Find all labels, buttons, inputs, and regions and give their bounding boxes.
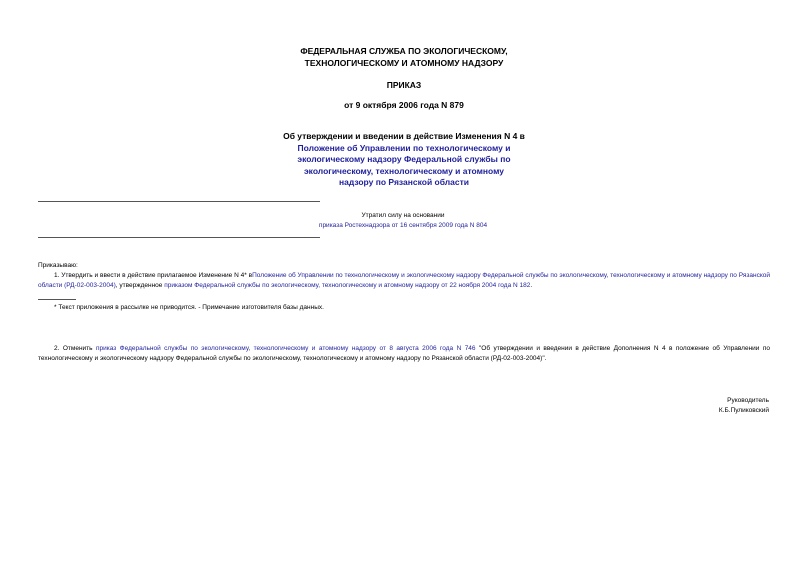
document-title [190,131,618,189]
divider-bottom [38,237,320,238]
item1-regulation-link[interactable]: Положение об Управлении по технологическому и экологическому надзору Федеральной службы по экологическому, технологическому и атомному надзору по Рязанской области (РД-02-003-2004) [38,272,770,289]
item1-prefix: 1. Утвердить и ввести в действие прилагаемое Изменение N 4* в [54,272,253,279]
divider-top [38,201,320,202]
order-item-1 [38,271,770,291]
footnote: * Текст приложения в рассылке не приводится. - Примечание изготовителя базы данных. [54,304,324,311]
title-link-line-1[interactable]: Положение об Управлении по технологическому и [297,142,511,153]
item2-rest: "Об утверждении и введении в действие Дополнения N 4 в положение об Управлении по технологическому и экологическому надзору Федеральной службы по экологическому, технологическому и атомному надзору по Рязанской области (РД-02-003-2004)". [38,345,770,362]
item2-prefix: 2. Отменить [54,345,93,352]
footnote-divider [38,299,76,300]
order-intro: Приказываю: [38,262,78,269]
title-link-line-3[interactable]: экологическому, технологическому и атомному [303,165,505,176]
item2-order-link[interactable]: приказ Федеральной службы по экологическому, технологическому и атомному надзору от 8 августа 2006 года N 746 [95,345,476,352]
void-basis-link[interactable]: приказа Ростехнадзора от 16 сентября 2009 года N 804 [318,222,488,229]
document-date: от 9 октября 2006 года N 879 [344,100,464,110]
void-status-label: Утратил силу на основании [361,212,445,219]
authority-line-1: ФЕДЕРАЛЬНАЯ СЛУЖБА ПО ЭКОЛОГИЧЕСКОМУ, [300,46,508,56]
item1-middle: , утвержденное [115,282,163,289]
title-prefix: Об утверждении и введении в действие Изменения N 4 в [283,131,525,141]
title-link-line-2[interactable]: экологическому надзору Федеральной службы по [297,154,511,164]
item1-end: . [530,282,533,289]
issuing-authority [190,46,618,69]
authority-line-2: ТЕХНОЛОГИЧЕСКОМУ И АТОМНОМУ НАДЗОРУ [304,57,504,68]
order-item-2 [38,344,770,364]
signatory-role: Руководитель [727,397,769,404]
title-link-line-4[interactable]: надзору по Рязанской области [338,177,470,187]
item1-order-link[interactable]: приказом Федеральной службы по экологическому, технологическому и атомному надзору от 22 ноября 2004 года N 182 [164,282,531,289]
document-type: ПРИКАЗ [386,80,422,90]
signatory-name: К.Б.Пуликовский [718,407,769,414]
